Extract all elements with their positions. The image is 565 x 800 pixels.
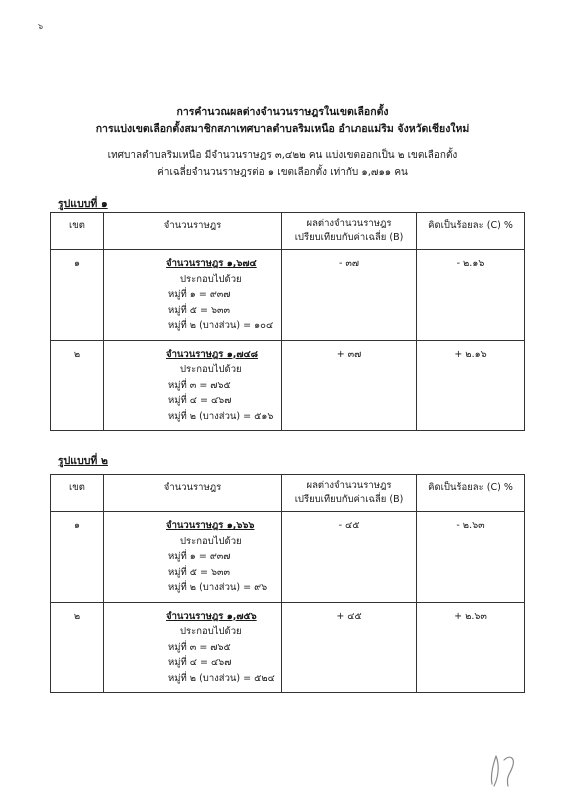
- zone-number: ๒: [51, 340, 104, 431]
- percent-value: + ๒.๖๓: [417, 602, 525, 693]
- population-cell: [104, 340, 282, 431]
- zone-number: ๒: [51, 602, 104, 693]
- difference-value: - ๔๕: [282, 512, 417, 603]
- percent-value: - ๒.๖๓: [417, 512, 525, 603]
- village-item: หมู่ที่ ๒ (บางส่วน) = ๙๖: [168, 582, 268, 593]
- intro-population: เทศบาลตำบลริมเหนือ มีจำนวนราษฎร ๓,๔๒๒ คน แบ่งเขตออกเป็น ๒ เขตเลือกตั้ง: [107, 150, 458, 161]
- consists-label: ประกอบไปด้วย: [180, 273, 242, 285]
- village-item: หมู่ที่ ๒ (บางส่วน) = ๕๑๖: [168, 410, 274, 422]
- header-percent: คิดเป็นร้อยละ (C) %: [417, 213, 525, 250]
- pattern-1-heading: รูปแบบที่ ๑: [58, 198, 108, 210]
- village-item: หมู่ที่ ๕ = ๖๓๓: [168, 566, 231, 578]
- village-item: หมู่ที่ ๒ (บางส่วน) = ๑๐๔: [168, 320, 274, 331]
- population-cell: [104, 512, 282, 603]
- consists-label: ประกอบไปด้วย: [180, 364, 242, 375]
- table-row: [51, 512, 525, 603]
- difference-value: + ๔๕: [282, 602, 417, 693]
- header-population: จำนวนราษฎร: [104, 213, 282, 250]
- zone-number: ๑: [51, 250, 104, 341]
- intro-average: ค่าเฉลี่ยจำนวนราษฎรต่อ ๑ เขตเลือกตั้ง เท่ากับ ๑,๗๑๑ คน: [157, 167, 408, 178]
- population-cell: [104, 250, 282, 341]
- header-difference-line1: ผลต่างจำนวนราษฎร: [306, 480, 392, 491]
- village-item: หมู่ที่ ๑ = ๙๓๗: [168, 289, 231, 300]
- village-item: หมู่ที่ ๓ = ๗๖๕: [168, 641, 231, 653]
- header-difference: [282, 475, 417, 512]
- difference-value: - ๓๗: [282, 250, 417, 341]
- document-title: การคำนวณผลต่างจำนวนราษฎรในเขตเลือกตั้ง: [176, 106, 389, 118]
- table-row: [51, 250, 525, 341]
- consists-label: ประกอบไปด้วย: [180, 626, 242, 637]
- percent-value: - ๒.๑๖: [417, 250, 525, 341]
- pattern-1-table: [50, 212, 525, 431]
- header-difference-line2: เปรียบเทียบกับค่าเฉลี่ย (B): [294, 232, 404, 243]
- village-item: หมู่ที่ ๔ = ๔๖๗: [168, 395, 232, 406]
- village-item: หมู่ที่ ๓ = ๗๖๕: [168, 379, 231, 391]
- header-zone: เขต: [51, 213, 104, 250]
- document-subtitle: การแบ่งเขตเลือกตั้งสมาชิกสภาเทศบาลตำบลริมเหนือ อำเภอแม่ริม จังหวัดเชียงใหม่: [95, 123, 470, 135]
- village-item: หมู่ที่ ๕ = ๖๓๓: [168, 304, 231, 316]
- handwritten-initials: [484, 746, 524, 790]
- header-difference: [282, 213, 417, 250]
- table-row: [51, 602, 525, 693]
- header-difference-line2: เปรียบเทียบกับค่าเฉลี่ย (B): [294, 494, 404, 505]
- table-header-row: [51, 475, 525, 512]
- header-zone: เขต: [51, 475, 104, 512]
- difference-value: + ๓๗: [282, 340, 417, 431]
- table-row: [51, 340, 525, 431]
- pattern-2-heading: รูปแบบที่ ๒: [58, 455, 108, 467]
- header-population: จำนวนราษฎร: [104, 475, 282, 512]
- header-difference-line1: ผลต่างจำนวนราษฎร: [306, 218, 392, 229]
- village-item: หมู่ที่ ๒ (บางส่วน) = ๕๒๔: [168, 672, 275, 684]
- page-mark: ๖: [38, 22, 44, 31]
- population-total: จำนวนราษฎร ๑,๖๖๖: [166, 520, 255, 531]
- village-item: หมู่ที่ ๔ = ๔๖๗: [168, 657, 232, 668]
- consists-label: ประกอบไปด้วย: [180, 535, 242, 547]
- pattern-2-table: [50, 474, 525, 693]
- table-header-row: [51, 213, 525, 250]
- population-total: จำนวนราษฎร ๑,๗๕๖: [166, 610, 257, 622]
- population-total: จำนวนราษฎร ๑,๗๔๘: [166, 348, 259, 360]
- header-percent: คิดเป็นร้อยละ (C) %: [417, 475, 525, 512]
- population-total: จำนวนราษฎร ๑,๖๗๔: [166, 258, 257, 269]
- village-item: หมู่ที่ ๑ = ๙๓๗: [168, 551, 231, 562]
- percent-value: + ๒.๑๖: [417, 340, 525, 431]
- population-cell: [104, 602, 282, 693]
- zone-number: ๑: [51, 512, 104, 603]
